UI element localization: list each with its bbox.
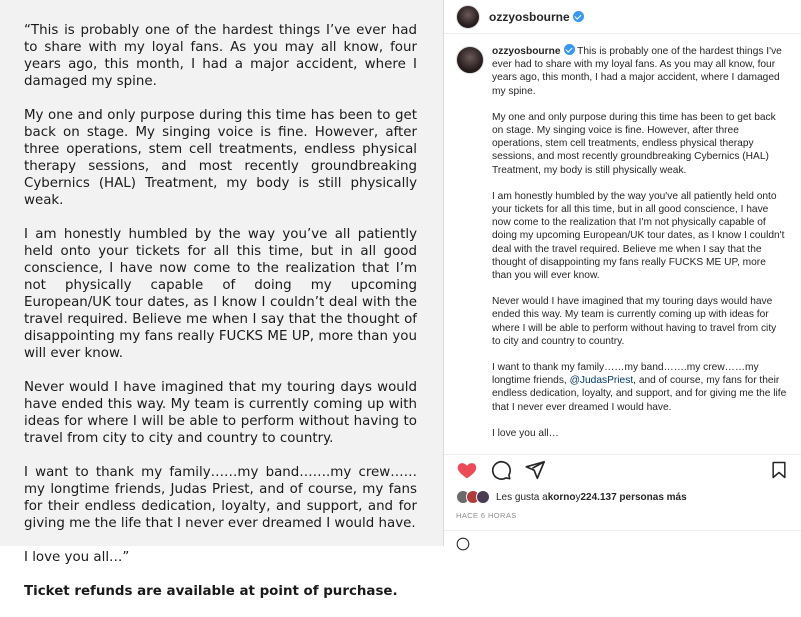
verified-badge-icon <box>573 11 584 22</box>
comment-icon <box>490 459 512 481</box>
action-bar <box>444 454 801 484</box>
liker-avatars <box>456 490 490 504</box>
caption-text <box>492 44 787 454</box>
liker-username[interactable]: korno <box>547 491 576 503</box>
statement-paragraph: “This is probably one of the hardest things I’ve ever had to share with my loyal fans. As you may all know, four years ago, this month, I had a major accident, where I damaged my spine. <box>24 23 417 89</box>
comment-button[interactable] <box>490 459 512 481</box>
likes-count[interactable]: 224.137 personas más <box>580 491 687 503</box>
save-button[interactable] <box>769 459 791 481</box>
verified-badge-icon <box>564 44 575 55</box>
statement-paragraph: Never would I have imagined that my touring days would have ended this way. My team is currently coming up with ideas for where I will be able to perform without having to travel from city to city and country to country. <box>24 380 417 446</box>
caption-paragraph: My one and only purpose during this time has been to get back on stage. My singing voice is fine. However, after three operations, stem cell treatments, endless physical therapy sessions, and most recently groundbreaking Cybernics (HAL) Treatment, my body is still physically weak. <box>492 111 776 176</box>
caption-text-segment: I want to thank my family……my band…….my crew……my longtime friends, <box>492 362 759 387</box>
bookmark-icon <box>769 459 789 481</box>
statement-paragraph: My one and only purpose during this time has been to get back on stage. My singing voice is fine. However, after three operations, stem cell treatments, endless physical therapy sessions, and most recently groundbreaking Cybernics (HAL) Treatment, my body is still physically weak. <box>24 108 417 208</box>
likes-summary[interactable] <box>456 488 687 506</box>
caption-avatar[interactable] <box>456 46 484 74</box>
caption-username[interactable]: ozzyosbourne <box>492 46 561 57</box>
statement-paragraph: I love you all…” <box>24 550 130 565</box>
send-icon <box>524 459 546 481</box>
statement-text <box>24 22 417 617</box>
statement-paragraph: I want to thank my family……my band…….my crew……my longtime friends, Judas Priest, and of course, my fans for their endless dedication, loyalty, and support, and for giving me the life that I never ever dreamed I would have. <box>24 465 417 531</box>
statement-footer: Ticket refunds are available at point of purchase. <box>24 584 398 599</box>
like-button[interactable] <box>456 459 478 481</box>
mention-link[interactable]: @JudasPriest <box>569 375 634 387</box>
post-timestamp[interactable]: HACE 6 HORAS <box>456 511 517 520</box>
caption-paragraph <box>492 361 787 414</box>
likes-prefix: Les gusta a <box>496 491 548 503</box>
add-comment-row[interactable] <box>444 530 801 546</box>
caption-paragraph: This is probably one of the hardest things I've ever had to share with my loyal fans. As you may all know, four years ago, this month, I had a major accident, where I damaged my spine. <box>492 46 782 97</box>
post-header <box>444 0 801 34</box>
avatar <box>476 490 490 504</box>
caption-area <box>444 34 801 454</box>
avatar[interactable] <box>456 5 480 29</box>
caption-text-segment: , and of course, my fans for their endless dedication, loyalty, and support, and for giving me the life that I never ever dreamed I would have. <box>492 375 787 413</box>
post-details-pane <box>443 0 800 546</box>
share-button[interactable] <box>524 459 546 481</box>
emoji-icon[interactable] <box>456 537 470 551</box>
caption-paragraph: I am honestly humbled by the way you've all patiently held onto your tickets for all this time, but in all good conscience, I have now come to the realization that I'm not physically capable of doing my upcoming European/UK tour dates, as I know I couldn't deal with the travel required. Believe me when I say that the thought of disappointing my fans really FUCKS ME UP, more than you will ever know. <box>492 190 785 282</box>
header-username[interactable]: ozzyosbourne <box>489 9 570 24</box>
caption-paragraph: I love you all… <box>492 427 559 439</box>
statement-paragraph: I am honestly humbled by the way you’ve all patiently held onto your tickets for all this time, but in all good conscience, I have now come to the realization that I’m not physically capable of doing my upcoming European/UK tour dates, as I know I couldn’t deal with the travel required. Believe me when I say that the thought of disappointing my fans really FUCKS ME UP, more than you will ever know. <box>24 227 417 361</box>
caption-paragraph: Never would I have imagined that my touring days would have ended this way. My team is currently coming up with ideas for where I will be able to perform without having to travel from city to city and country to country. <box>492 296 777 347</box>
heart-icon <box>456 459 478 481</box>
likes-middle: y <box>575 491 581 503</box>
